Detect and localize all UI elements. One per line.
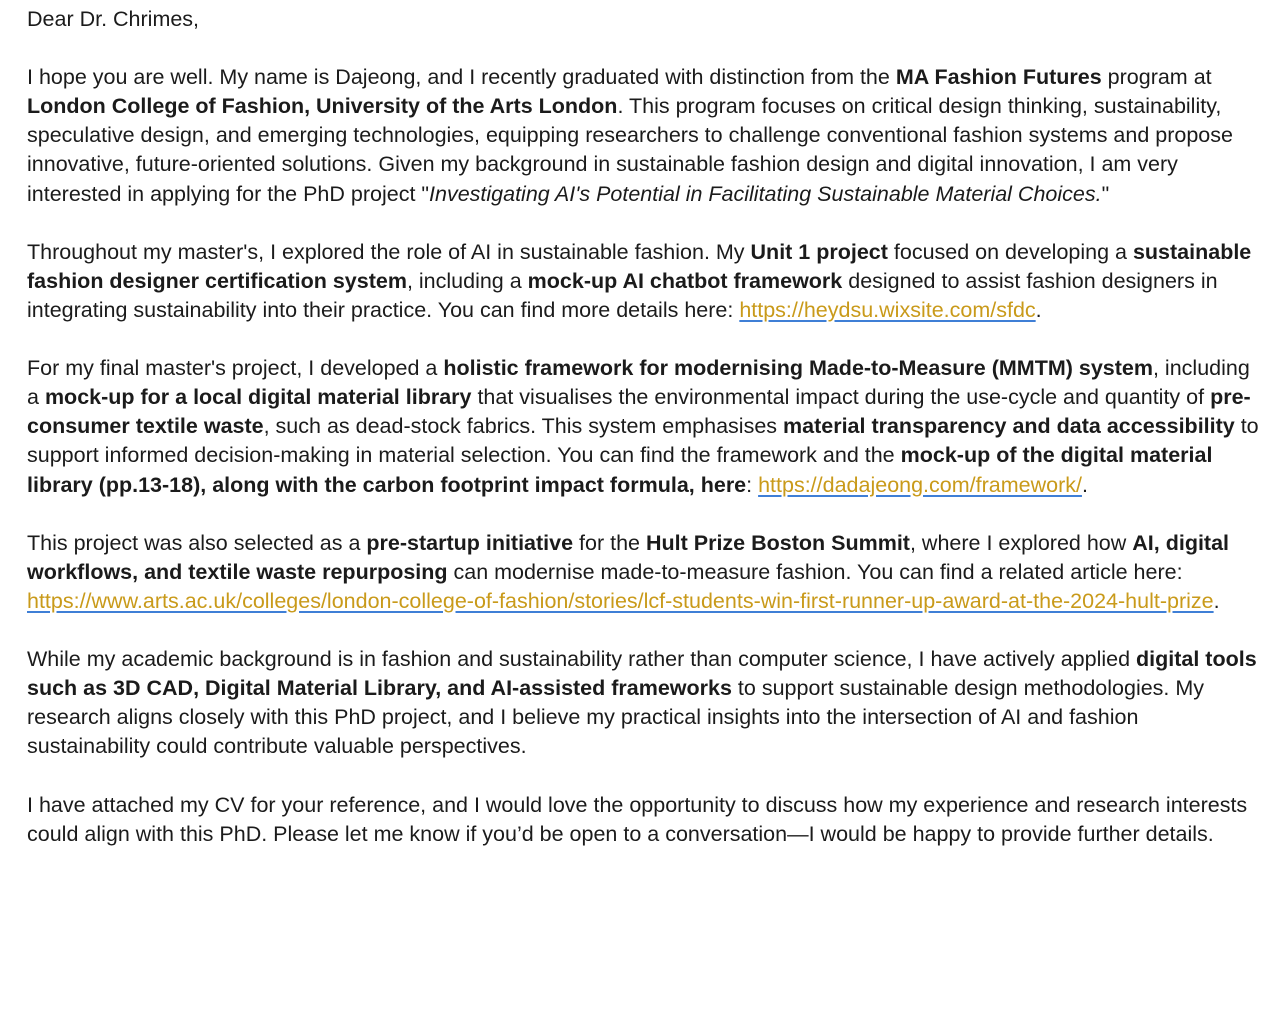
paragraph-background: While my academic background is in fashion and sustainability rather than computer science, I have actively applied digital tools such as 3D CAD, Digital Material Library, and AI-assisted frameworks to support sustainable design methodologies. My research aligns closely with this PhD project, and I believe my practical insights into the intersection of AI and fashion sustainability could contribute valuable perspectives. <box>27 647 1257 759</box>
paragraph-unit1: Throughout my master's, I explored the role of AI in sustainable fashion. My Unit 1 project focused on developing a sustainable fashion designer certification system, including a mock-up AI chatbot framework designed to assist fashion designers in integrating sustainability into their practice. You can find more details here: https://heydsu.wixsite.com/sfdc. <box>27 239 1252 322</box>
email-body <box>27 5 1263 878</box>
phd-project-title: Investigating AI's Potential in Facilitating Sustainable Material Choices. <box>429 181 1102 206</box>
paragraph-hult-prize: This project was also selected as a pre-startup initiative for the Hult Prize Boston Summit, where I explored how AI, digital workflows, and textile waste repurposing can modernise made-to-measure fashion. You can find a related article here: https://www.arts.ac.uk/colleges/london-college-of-fashion/stories/lcf-students-win-first-runner-up-award-at-the-2024-hult-prize. <box>27 530 1230 613</box>
paragraph-final-project: For my final master's project, I developed a holistic framework for modernising Made-to-Measure (MMTM) system, including a mock-up for a local digital material library that visualises the environmental impact during the use-cycle and quantity of pre-consumer textile waste, such as dead-stock fabrics. This system emphasises material transparency and data accessibility to support informed decision-making in material selection. You can find the framework and the mock-up of the digital material library (pp.13-18), along with the carbon footprint impact formula, here: https://dadajeong.com/framework/. <box>27 356 1259 497</box>
greeting: Dear Dr. Chrimes, <box>27 7 200 31</box>
hult-prize-article-link[interactable]: https://www.arts.ac.uk/colleges/london-college-of-fashion/stories/lcf-students-win-first-runner-up-award-at-the-2024-hult-prize <box>27 588 1214 613</box>
paragraph-introduction: I hope you are well. My name is Dajeong, and I recently graduated with distinction from the MA Fashion Futures program at London College of Fashion, University of the Arts London. This program focuses on critical design thinking, sustainability, speculative design, and emerging technologies, equipping researchers to challenge conventional fashion systems and propose innovative, future-oriented solutions. Given my background in sustainable fashion design and digital innovation, I am very interested in applying for the PhD project "Investigating AI's Potential in Facilitating Sustainable Material Choices." <box>27 65 1233 206</box>
institution-name: London College of Fashion, University of the Arts London <box>27 94 618 119</box>
program-name: MA Fashion Futures <box>895 65 1102 90</box>
framework-link[interactable]: https://dadajeong.com/framework/ <box>758 472 1082 497</box>
paragraph-closing: I have attached my CV for your reference, and I would love the opportunity to discuss how my experience and research interests could align with this PhD. Please let me know if you’d be open to a conversation—I would be happy to provide further details. <box>27 792 1248 846</box>
sfdc-link[interactable]: https://heydsu.wixsite.com/sfdc <box>739 297 1036 322</box>
